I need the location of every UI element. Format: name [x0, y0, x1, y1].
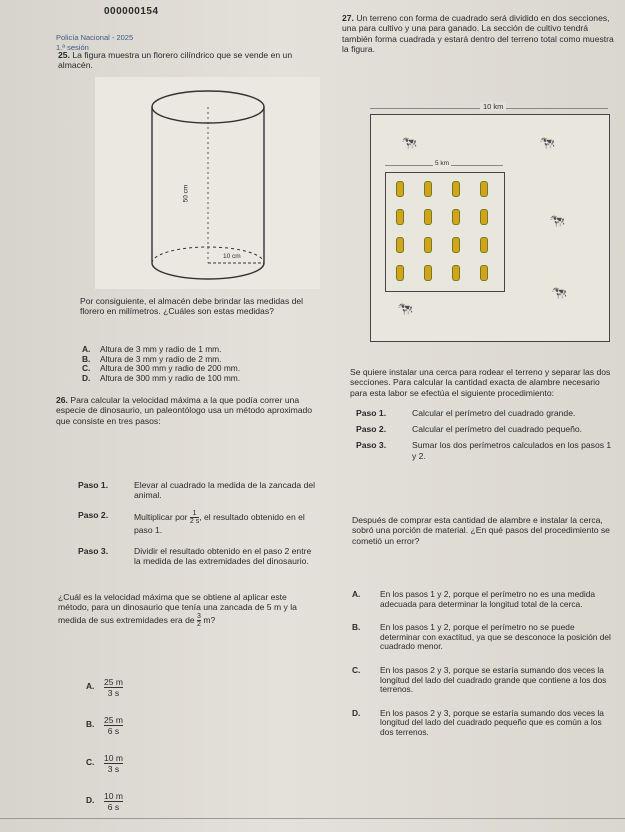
- small-square-crops: [385, 172, 505, 292]
- inner-side-label: 5 km: [435, 160, 450, 167]
- header-session: 1.ª sesión: [56, 43, 89, 52]
- q26-steps: [78, 480, 320, 566]
- q25-option-b[interactable]: B. Altura de 3 mm y radio de 2 mm.: [82, 353, 222, 364]
- q26-option-c[interactable]: C. $\frac{10 m}{3 s}$: [86, 752, 123, 774]
- q27-question: Después de comprar esta cantidad de alambre e instalar la cerca, sobró una porción de material. ¿En qué pasos del procedimiento se cometió un error?: [352, 515, 610, 546]
- cylinder-figure: [95, 77, 320, 289]
- cow-icon: 🐄: [549, 213, 566, 228]
- cow-icon: 🐄: [401, 135, 418, 150]
- q27-step-2: Paso 2. Calcular el perímetro del cuadrado pequeño.: [356, 424, 583, 435]
- height-label: 50 cm: [182, 184, 190, 203]
- q26-step-1: Paso 1. Elevar al cuadrado la medida de la zancada del animal.: [78, 480, 316, 501]
- q26-options: [86, 668, 206, 820]
- big-square-terrain: [370, 114, 610, 342]
- q25-stem-text: La figura muestra un florero cilíndrico que se vende en un almacén.: [58, 50, 293, 71]
- q27-option-a[interactable]: A. En los pasos 1 y 2, porque el perímetro no es una medida adecuada para determinar la longitud total de la cerca.: [352, 589, 596, 609]
- q26-number: 26.: [56, 395, 68, 405]
- q26-stem-text: Para calcular la velocidad máxima a la que podía correr una especie de dinosaurio, un paleontólogo usa un método aproximado que consiste en tres pasos:: [56, 395, 313, 426]
- q25-question: Por consiguiente, el almacén debe brindar las medidas del florero en milímetros. ¿Cuáles son estas medidas?: [80, 296, 304, 317]
- q27-option-b[interactable]: B. En los pasos 1 y 2, porque el perímetro no se puede determinar con exactitud, ya que se desconoce la posición del cuadrado menor.: [352, 622, 611, 652]
- q25-option-c[interactable]: C. Altura de 300 mm y radio de 200 mm.: [82, 363, 241, 374]
- cow-icon: 🐄: [551, 285, 568, 300]
- q26-option-d[interactable]: D. $\frac{10 m}{6 s}$: [86, 790, 123, 812]
- q26-question-fraction: $\frac{3}{2}$: [197, 612, 201, 628]
- q26-option-a[interactable]: A. $\frac{25 m}{3 s}$: [86, 676, 123, 698]
- q25-option-d[interactable]: D. Altura de 300 mm y radio de 100 mm.: [82, 372, 241, 383]
- q26-question: ¿Cuál es la velocidad máxima que se obtiene al aplicar este método, para un dinosaurio que tenía una zancada de 5 m y la medida de sus extremidades era de $\frac{3}{2}$ m?: [58, 592, 297, 628]
- q27-steps: [356, 408, 612, 461]
- q26-stem: [56, 395, 318, 426]
- q26-step2-fraction: $\frac{1}{2 s}$: [189, 510, 200, 526]
- q27-stem-text: Un terreno con forma de cuadrado será dividido en dos secciones, una para cultivo y una para ganado. La sección de cultivo tendrá también forma cuadrada y estará dentro del terreno total como muestra la figura.: [342, 13, 614, 55]
- radius-label: 10 cm: [223, 253, 241, 260]
- q27-stem: [342, 13, 614, 55]
- q25-number: 25.: [58, 50, 70, 60]
- q27-option-c[interactable]: C. En los pasos 2 y 3, porque se estaría sumando dos veces la longitud del lado del cuadrado grande que contiene a los dos terrenos.: [352, 664, 607, 695]
- booklet-code: 000000154: [104, 6, 159, 17]
- q27-number: 27.: [342, 13, 354, 23]
- q26-step-2: Paso 2. Multiplicar por $\frac{1}{2 s}$ , el resultado obtenido en el paso 1.: [78, 510, 305, 536]
- q25-figure: [95, 77, 320, 289]
- q25-options: [82, 345, 322, 383]
- q27-step-3: Paso 3. Sumar los dos perímetros calculados en los pasos 1 y 2.: [356, 440, 612, 461]
- cow-icon: 🐄: [397, 301, 414, 316]
- cow-icon: 🐄: [539, 135, 556, 150]
- outer-side-label: 10 km: [480, 102, 506, 111]
- bottom-rule: [0, 818, 625, 819]
- q26-step-3: Paso 3. Dividir el resultado obtenido en el paso 2 entre la medida de las extremidades del dinosaurio.: [78, 545, 312, 566]
- q27-option-d[interactable]: D. En los pasos 2 y 3, porque se estaría sumando dos veces la longitud del lado del cuadrado pequeño que es común a los dos terrenos.: [352, 707, 604, 737]
- q27-step-1: Paso 1. Calcular el perímetro del cuadrado grande.: [356, 408, 576, 418]
- header-org: Policía Nacional - 2025: [56, 33, 134, 42]
- q25-option-a[interactable]: A. Altura de 3 mm y radio de 1 mm.: [82, 344, 222, 354]
- q27-figure: [360, 100, 610, 340]
- q25-stem: [58, 50, 316, 71]
- q27-intro: Se quiere instalar una cerca para rodear el terreno y separar las dos secciones. Para calcular la cantidad exacta de alambre necesario para esta labor se efectúa el siguiente procedimiento:: [350, 367, 611, 398]
- q26-option-b[interactable]: B. $\frac{25 m}{6 s}$: [86, 714, 123, 736]
- q27-options: [352, 590, 614, 738]
